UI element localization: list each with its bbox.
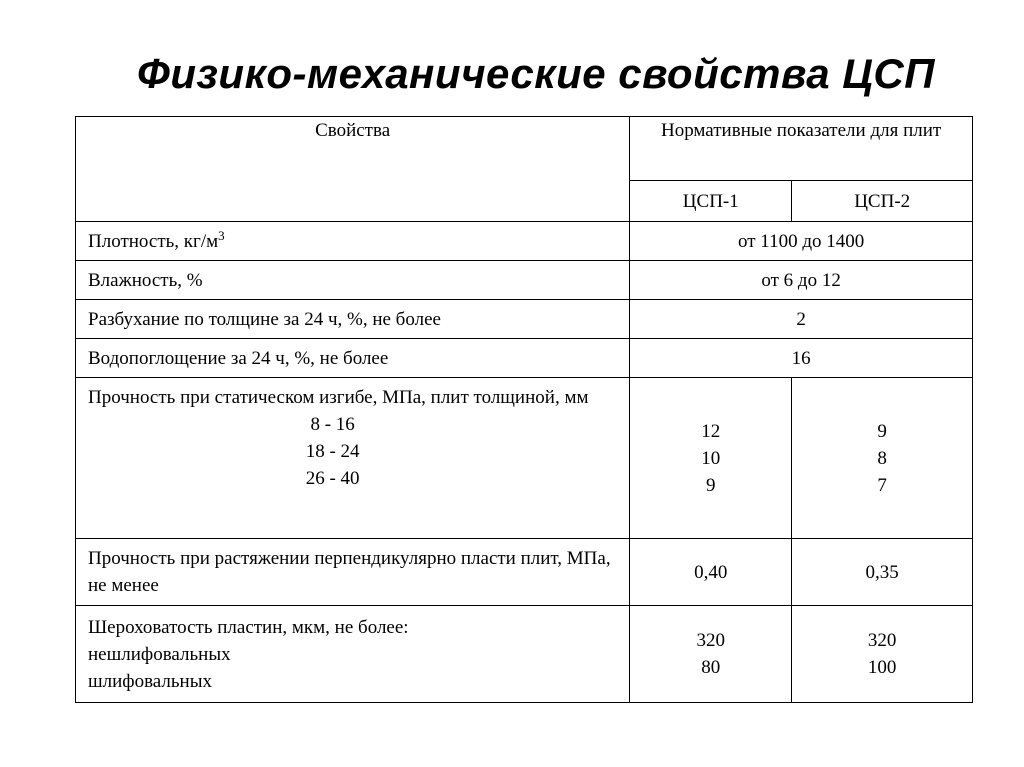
header-grade-2: ЦСП-2 [792, 181, 973, 222]
density-value: от 1100 до 1400 [630, 222, 973, 261]
density-label: Плотность, $кг/м^3$ [76, 222, 630, 261]
tension-grade-1-value: 0,40 [630, 539, 792, 606]
table-row-swelling [76, 300, 973, 339]
roughness-label: шлифовальных [88, 670, 212, 692]
roughness-grade-1-value: 320 [696, 630, 726, 651]
tension-grade-2-value: 0,35 [792, 539, 973, 606]
bending-grade-1-value: 10 [701, 447, 721, 469]
bending-grade-2-cell [792, 378, 973, 539]
table-row-tension [76, 539, 973, 606]
page-title: Физико-механические свойства ЦСП [137, 50, 935, 97]
bending-size: 8 - 16 [310, 414, 355, 435]
table-row-density [76, 222, 973, 261]
header-norms: Нормативные показатели для плит [630, 117, 973, 181]
tension-label: Прочность при растяжении перпендикулярно пласти плит, МПа, не менее [76, 539, 630, 606]
bending-grade-2-value: 9 [877, 420, 887, 442]
bending-size: 18 - 24 [305, 441, 360, 462]
table-row-bending [76, 378, 973, 539]
roughness-grade-2-value: 100 [867, 657, 897, 678]
roughness-label: нешлифовальных [88, 643, 231, 665]
humidity-value: от 6 до 12 [630, 261, 973, 300]
roughness-label: Шероховатость пластин, мкм, не более: [88, 616, 409, 638]
bending-grade-2-value: 7 [877, 474, 887, 496]
swelling-label: Разбухание по толщине за 24 ч, %, не более [76, 300, 630, 339]
bending-size: 26 - 40 [305, 468, 360, 489]
bending-grade-2-value: 8 [877, 447, 887, 469]
bending-grade-1-value: 12 [701, 420, 721, 442]
table-row-absorption [76, 339, 973, 378]
header-grade-1: ЦСП-1 [630, 181, 792, 222]
header-properties: Свойства [76, 117, 630, 222]
swelling-value: 2 [630, 300, 973, 339]
absorption-label: Водопоглощение за 24 ч, %, не более [76, 339, 630, 378]
roughness-grade-1-value: 80 [701, 657, 721, 678]
roughness-label-cell [76, 606, 630, 703]
table-row-humidity [76, 261, 973, 300]
table-row-roughness [76, 606, 973, 703]
roughness-grade-2-value: 320 [867, 630, 897, 651]
bending-grade-1-value: 9 [706, 474, 716, 496]
roughness-grade-2-cell [792, 606, 973, 703]
bending-label-cell [76, 378, 630, 539]
humidity-label: Влажность, % [76, 261, 630, 300]
properties-table [75, 116, 973, 703]
bending-label: Прочность при статическом изгибе, МПа, плит толщиной, мм [88, 387, 589, 408]
roughness-grade-1-cell [630, 606, 792, 703]
bending-grade-1-cell [630, 378, 792, 539]
absorption-value: 16 [630, 339, 973, 378]
